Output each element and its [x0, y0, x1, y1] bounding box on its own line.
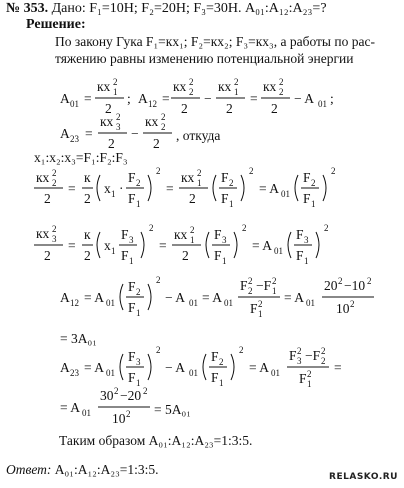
svg-text:2: 2: [367, 276, 372, 286]
equation-x3: [34, 223, 329, 266]
svg-text:2: 2: [338, 276, 343, 286]
svg-text:3: 3: [136, 357, 141, 367]
svg-text:2: 2: [181, 101, 188, 116]
svg-text:−: −: [131, 126, 139, 141]
svg-text:=: =: [250, 91, 258, 106]
svg-text:= A: = A: [249, 360, 269, 375]
svg-text:2: 2: [44, 248, 51, 263]
svg-text:1: 1: [136, 308, 141, 318]
svg-text:3: 3: [129, 235, 134, 245]
svg-text:2: 2: [271, 101, 278, 116]
svg-text:=: =: [84, 91, 92, 106]
svg-text:2: 2: [126, 409, 131, 419]
svg-text:10: 10: [336, 301, 350, 316]
svg-text:1: 1: [190, 235, 195, 245]
svg-text:A: A: [60, 126, 70, 141]
svg-text:1: 1: [136, 378, 141, 388]
svg-text:кx: кx: [174, 227, 188, 242]
svg-text:= A: = A: [252, 238, 272, 253]
svg-text:1: 1: [111, 246, 116, 256]
svg-text:−10: −10: [344, 278, 366, 293]
svg-text:2: 2: [136, 287, 141, 297]
watermark: RELASKO.RU: [329, 472, 398, 482]
svg-text:F: F: [211, 370, 219, 385]
svg-text:1: 1: [311, 199, 316, 209]
svg-text:2: 2: [272, 276, 277, 286]
svg-text:;: ;: [127, 91, 131, 106]
svg-text:1: 1: [222, 256, 227, 266]
svg-text:2: 2: [153, 136, 160, 151]
answer-label: Ответ:: [6, 462, 52, 477]
svg-text:F: F: [221, 191, 229, 206]
svg-text:2: 2: [242, 223, 247, 233]
svg-text:2: 2: [311, 178, 316, 188]
svg-text:2: 2: [321, 346, 326, 356]
svg-text:x: x: [104, 181, 111, 196]
svg-text:01: 01: [306, 298, 315, 308]
svg-text:=: =: [159, 238, 167, 253]
svg-text:1: 1: [136, 199, 141, 209]
svg-text:1: 1: [272, 286, 277, 296]
svg-text:2: 2: [279, 87, 284, 97]
equation-a23-calc: [60, 345, 342, 389]
svg-text:2: 2: [297, 346, 302, 356]
svg-text:10: 10: [112, 411, 126, 426]
svg-text:2: 2: [229, 178, 234, 188]
equation-a23: [60, 112, 172, 151]
svg-text:=: =: [162, 91, 170, 106]
problem-number: № 353.: [6, 1, 49, 16]
svg-text:2: 2: [239, 345, 244, 355]
svg-text:A: A: [60, 290, 70, 305]
svg-text:F: F: [296, 227, 304, 242]
svg-text:01: 01: [106, 368, 115, 378]
svg-text:01: 01: [106, 298, 115, 308]
svg-text:2: 2: [161, 112, 166, 122]
svg-text:кx: кx: [145, 114, 159, 129]
svg-text:2: 2: [249, 166, 254, 176]
svg-text:к: к: [84, 227, 91, 242]
svg-text:2: 2: [189, 87, 194, 97]
svg-text:2: 2: [219, 357, 224, 367]
svg-text:23: 23: [70, 368, 79, 378]
svg-text:F: F: [128, 370, 136, 385]
svg-text:кx: кx: [181, 170, 195, 185]
svg-text:кx: кx: [36, 170, 50, 185]
svg-text:01: 01: [271, 368, 280, 378]
svg-text:2: 2: [248, 276, 253, 286]
svg-text:;: ;: [330, 91, 334, 106]
equation-a23-numbers: [60, 386, 150, 426]
svg-text:20: 20: [324, 278, 338, 293]
svg-text:кx: кx: [100, 114, 114, 129]
svg-text:23: 23: [70, 134, 79, 144]
result-a12: = 3A₀₁: [60, 331, 97, 346]
svg-text:x: x: [104, 238, 111, 253]
svg-text:кx: кx: [36, 226, 50, 241]
svg-text:12: 12: [148, 99, 157, 109]
svg-text:01: 01: [224, 298, 233, 308]
svg-text:2: 2: [248, 286, 253, 296]
svg-text:F: F: [128, 279, 136, 294]
svg-text:2: 2: [108, 136, 115, 151]
svg-text:2: 2: [84, 191, 91, 206]
svg-text:2: 2: [116, 112, 121, 122]
svg-text:2: 2: [258, 299, 263, 309]
svg-text:1: 1: [304, 256, 309, 266]
svg-text:2: 2: [149, 223, 154, 233]
svg-text:− A: − A: [294, 91, 314, 106]
svg-text:F: F: [214, 227, 222, 242]
svg-text:= A: = A: [84, 290, 104, 305]
svg-text:01: 01: [318, 99, 327, 109]
svg-text:= A: = A: [259, 181, 279, 196]
svg-text:2: 2: [143, 386, 148, 396]
svg-text:F: F: [128, 170, 136, 185]
svg-text:2: 2: [234, 77, 239, 87]
svg-text:F: F: [121, 227, 129, 242]
svg-text:2: 2: [350, 299, 355, 309]
svg-text:F: F: [303, 191, 311, 206]
svg-text:2: 2: [84, 248, 91, 263]
svg-text:кx: кx: [97, 79, 111, 94]
svg-text:= A: = A: [284, 290, 304, 305]
svg-text:1: 1: [229, 199, 234, 209]
svg-text:к: к: [84, 170, 91, 185]
svg-text:=: =: [334, 360, 342, 375]
svg-text:= A: = A: [84, 360, 104, 375]
svg-text:01: 01: [189, 298, 198, 308]
svg-text:2: 2: [190, 225, 195, 235]
svg-text:·: ·: [119, 181, 124, 196]
svg-text:=: =: [68, 238, 76, 253]
svg-text:2: 2: [182, 248, 189, 263]
svg-text:кx: кx: [173, 79, 187, 94]
hooke-law-line-1: По закону Гука F₁=кx₁; F₂=кx₂; F₃=кx₃, а работы по рас-: [55, 34, 375, 49]
svg-text:2: 2: [189, 77, 194, 87]
svg-text:3: 3: [52, 234, 57, 244]
svg-text:01: 01: [281, 189, 290, 199]
svg-text:2: 2: [113, 77, 118, 87]
svg-text:F: F: [240, 278, 248, 293]
svg-text:01: 01: [70, 99, 79, 109]
svg-text:F: F: [289, 348, 297, 363]
svg-text:3: 3: [304, 235, 309, 245]
svg-text:01: 01: [189, 368, 198, 378]
svg-text:− A: − A: [165, 290, 185, 305]
svg-text:кx: кx: [218, 79, 232, 94]
svg-text:1: 1: [129, 256, 134, 266]
svg-text:1: 1: [219, 378, 224, 388]
svg-text:3: 3: [222, 235, 227, 245]
svg-text:2: 2: [226, 101, 233, 116]
svg-text:=: =: [166, 181, 174, 196]
svg-text:1: 1: [111, 189, 116, 199]
svg-text:2: 2: [44, 191, 51, 206]
svg-text:A: A: [60, 360, 70, 375]
svg-text:F: F: [296, 248, 304, 263]
svg-text:1: 1: [258, 309, 263, 319]
svg-text:1: 1: [113, 87, 118, 97]
svg-text:1: 1: [234, 87, 239, 97]
equation-a01-a12: [60, 77, 334, 116]
svg-text:= A: = A: [60, 400, 80, 415]
svg-text:1: 1: [197, 178, 202, 188]
svg-text:A: A: [138, 91, 148, 106]
svg-text:− A: − A: [165, 360, 185, 375]
answer: [6, 462, 159, 478]
svg-text:1: 1: [307, 379, 312, 389]
svg-text:−: −: [204, 91, 212, 106]
problem-given: Дано: F₁=10Н; F₂=20Н; F₃=30Н. A₀₁:A₁₂:A₂₃=?: [51, 1, 327, 16]
solution-heading: Решение:: [26, 17, 86, 32]
svg-text:2: 2: [321, 356, 326, 366]
svg-text:−F: −F: [256, 278, 272, 293]
svg-text:F: F: [128, 300, 136, 315]
svg-text:F: F: [121, 248, 129, 263]
svg-text:F: F: [128, 349, 136, 364]
svg-text:F: F: [128, 191, 136, 206]
svg-text:01: 01: [274, 246, 283, 256]
svg-text:2: 2: [189, 191, 196, 206]
svg-text:F: F: [303, 170, 311, 185]
svg-text:30: 30: [100, 388, 114, 403]
ratio-line: x₁:x₂:x₃=F₁:F₂:F₃: [34, 150, 128, 165]
equation-x2: [34, 166, 336, 209]
svg-text:A: A: [60, 91, 70, 106]
conclusion: Таким образом A₀₁:A₁₂:A₂₃=1:3:5.: [59, 433, 253, 448]
svg-text:3: 3: [297, 356, 302, 366]
svg-text:3: 3: [116, 122, 121, 132]
svg-text:−20: −20: [120, 388, 142, 403]
equation-a12-calc: [60, 275, 374, 319]
svg-text:2: 2: [156, 166, 161, 176]
answer-value: A₀₁:A₁₂:A₂₃=1:3:5.: [54, 462, 159, 477]
svg-text:2: 2: [279, 77, 284, 87]
svg-text:F: F: [214, 248, 222, 263]
svg-text:2: 2: [52, 178, 57, 188]
svg-text:2: 2: [324, 223, 329, 233]
svg-text:=: =: [68, 181, 76, 196]
svg-text:2: 2: [331, 166, 336, 176]
otkuda-text: , откуда: [176, 128, 221, 143]
svg-text:2: 2: [156, 275, 161, 285]
result-a23: = 5A₀₁: [154, 402, 191, 417]
svg-text:=: =: [85, 126, 93, 141]
svg-text:01: 01: [82, 408, 91, 418]
svg-text:2: 2: [52, 168, 57, 178]
svg-text:−F: −F: [305, 348, 321, 363]
svg-text:F: F: [299, 371, 307, 386]
svg-text:2: 2: [136, 178, 141, 188]
svg-text:2: 2: [105, 101, 112, 116]
svg-text:2: 2: [114, 386, 119, 396]
svg-text:2: 2: [52, 224, 57, 234]
svg-text:F: F: [221, 170, 229, 185]
svg-text:2: 2: [197, 168, 202, 178]
svg-text:F: F: [250, 301, 258, 316]
hooke-law-line-2: тяжению равны изменению потенциальной энергии: [55, 51, 354, 66]
svg-text:F: F: [211, 349, 219, 364]
svg-text:2: 2: [307, 369, 312, 379]
svg-text:= A: = A: [202, 290, 222, 305]
svg-text:кx: кx: [263, 79, 277, 94]
svg-text:2: 2: [161, 122, 166, 132]
svg-text:12: 12: [70, 298, 79, 308]
svg-text:2: 2: [156, 345, 161, 355]
